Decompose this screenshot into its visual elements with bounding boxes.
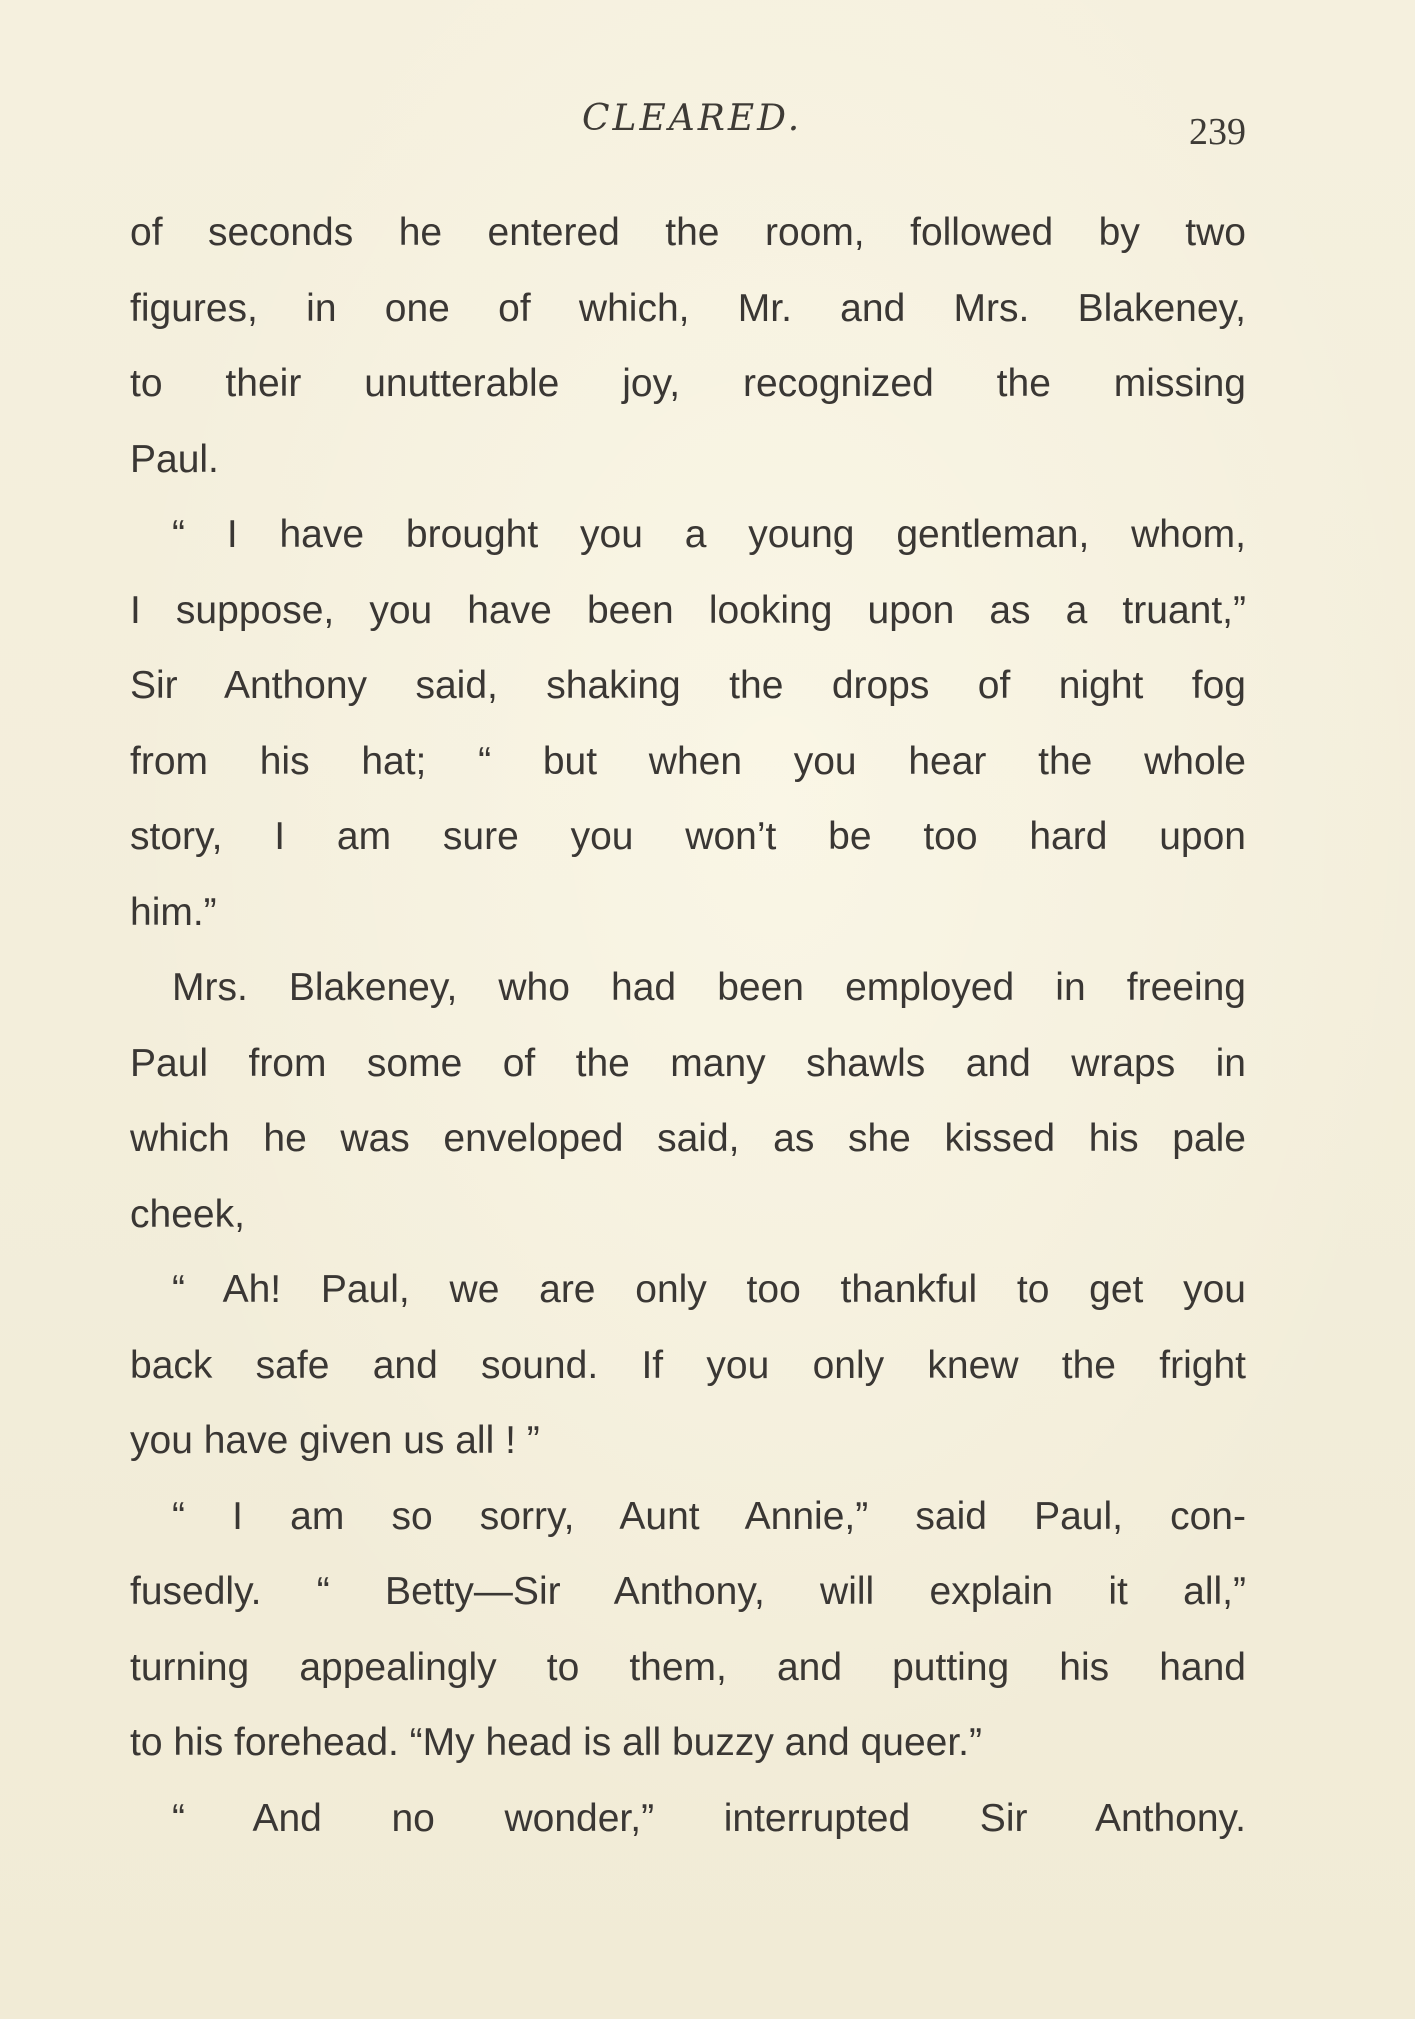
text-line: to his forehead. “My head is all buzzy and queer.” [130,1721,982,1764]
text-line: him.” [130,890,217,934]
text-line: “ And no wonder,” interrupted Sir Anthony. [172,1796,1246,1840]
page-number: 239 [1189,111,1246,153]
text-line: Paul. [130,437,219,481]
text-line: back safe and sound. If you only knew the fright [130,1343,1246,1387]
text-line: Paul from some of the many shawls and wraps in [130,1041,1246,1085]
text-line: from his hat; “ but when you hear the whole [130,739,1246,783]
text-line: “ I have brought you a young gentleman, whom, [172,513,1246,556]
text-line: “ Ah! Paul, we are only too thankful to get you [172,1268,1246,1311]
text-line: fusedly. “ Betty—Sir Anthony, will explain it all,” [130,1570,1246,1613]
body-text [130,207,1246,1868]
text-line: figures, in one of which, Mr. and Mrs. Blakeney, [130,286,1246,330]
text-line: “ I am so sorry, Aunt Annie,” said Paul, con- [172,1494,1246,1538]
running-title: CLEARED. [582,98,803,139]
text-line: cheek, [130,1192,245,1236]
running-head [0,98,1415,153]
text-line: to their unutterable joy, recognized the missing [130,362,1246,405]
text-line: story, I am sure you won’t be too hard upon [130,815,1246,858]
text-line: turning appealingly to them, and putting his hand [130,1645,1246,1689]
text-line: Mrs. Blakeney, who had been employed in freeing [172,966,1246,1009]
text-line: you have given us all ! ” [130,1419,540,1462]
text-line: which he was enveloped said, as she kissed his pale [130,1117,1246,1160]
text-line: I suppose, you have been looking upon as a truant,” [130,588,1246,632]
text-line: Sir Anthony said, shaking the drops of night fog [130,664,1246,707]
text-line: of seconds he entered the room, followed by two [130,211,1246,254]
